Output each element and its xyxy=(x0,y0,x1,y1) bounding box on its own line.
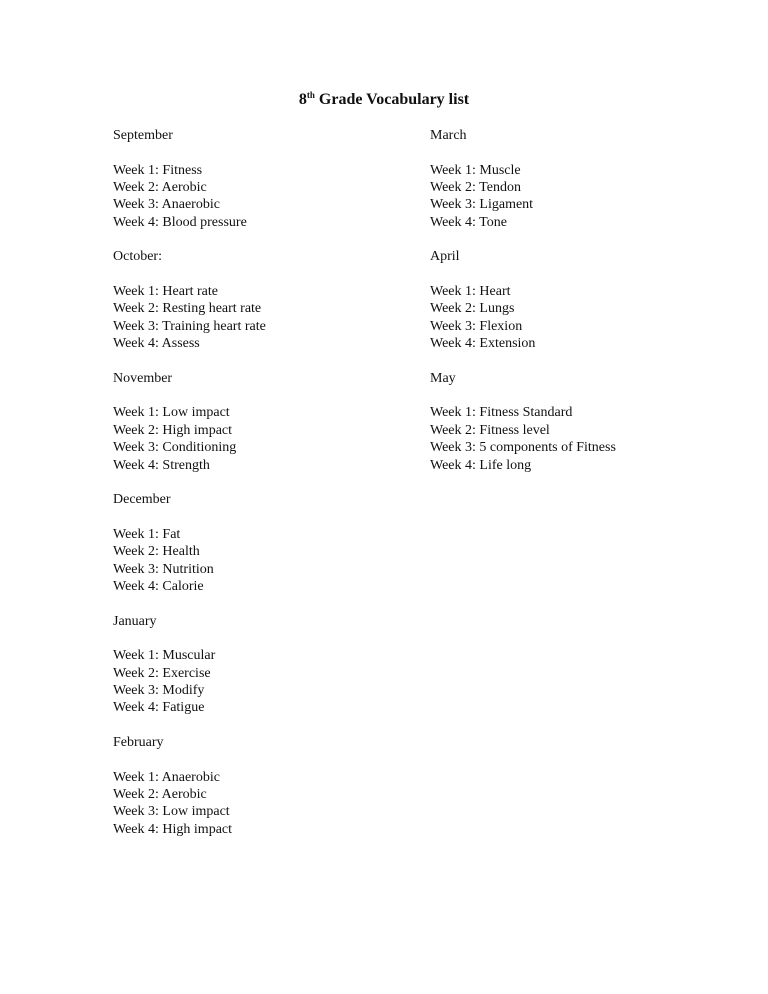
week-item: Week 4: Life long xyxy=(430,457,532,473)
week-item: Week 3: Low impact xyxy=(113,804,230,820)
week-item: Week 4: Extension xyxy=(430,336,536,352)
week-item: Week 2: High impact xyxy=(113,422,233,438)
month-heading: January xyxy=(113,613,157,629)
week-item: Week 3: Nutrition xyxy=(113,561,214,577)
week-item: Week 4: Strength xyxy=(113,457,210,473)
month-block xyxy=(113,734,266,855)
week-item: Week 1: Anaerobic xyxy=(113,769,220,785)
week-item: Week 3: Training heart rate xyxy=(113,318,266,334)
week-item: Week 3: Ligament xyxy=(430,197,534,213)
week-item: Week 4: Calorie xyxy=(113,578,204,594)
month-block xyxy=(430,248,616,369)
month-block xyxy=(113,491,266,612)
week-item: Week 2: Resting heart rate xyxy=(113,301,262,317)
week-item: Week 3: Flexion xyxy=(430,318,523,334)
week-item: Week 1: Low impact xyxy=(113,405,230,421)
week-item: Week 2: Tendon xyxy=(430,180,521,195)
week-item: Week 2: Exercise xyxy=(113,665,211,681)
right-column xyxy=(430,127,616,491)
title-superscript: th xyxy=(306,90,315,100)
week-item: Week 2: Aerobic xyxy=(113,180,207,195)
week-item: Week 1: Muscular xyxy=(113,648,216,664)
left-column xyxy=(113,127,266,855)
month-heading: September xyxy=(113,128,173,143)
week-item: Week 1: Muscle xyxy=(430,162,521,178)
week-item: Week 1: Heart rate xyxy=(113,283,218,299)
month-heading: October: xyxy=(113,249,162,265)
month-block xyxy=(113,370,266,491)
week-item: Week 3: Anaerobic xyxy=(113,197,220,213)
week-item: Week 3: Modify xyxy=(113,682,205,698)
week-item: Week 4: Blood pressure xyxy=(113,214,247,230)
week-item: Week 1: Fat xyxy=(113,526,181,542)
page-title xyxy=(0,89,768,111)
title-prefix: 8 xyxy=(298,91,307,108)
month-heading: December xyxy=(113,492,171,508)
title-rest: Grade Vocabulary list xyxy=(314,91,470,108)
week-item: Week 2: Lungs xyxy=(430,301,515,317)
week-item: Week 2: Fitness level xyxy=(430,422,550,438)
week-item: Week 1: Fitness Standard xyxy=(430,405,573,421)
month-block xyxy=(113,127,266,248)
week-item: Week 3: 5 components of Fitness xyxy=(430,440,616,456)
month-block xyxy=(113,248,266,369)
week-item: Week 4: Assess xyxy=(113,336,200,352)
week-item: Week 1: Fitness xyxy=(113,162,203,178)
month-heading: April xyxy=(430,249,460,265)
month-block xyxy=(430,127,616,248)
week-item: Week 4: Fatigue xyxy=(113,700,205,716)
month-block xyxy=(113,613,266,734)
week-item: Week 4: High impact xyxy=(113,821,233,837)
month-heading: March xyxy=(430,128,467,143)
month-heading: November xyxy=(113,370,173,386)
week-item: Week 2: Health xyxy=(113,544,200,560)
week-item: Week 2: Aerobic xyxy=(113,786,207,802)
month-block xyxy=(430,370,616,491)
week-item: Week 1: Heart xyxy=(430,283,511,299)
month-heading: May xyxy=(430,370,456,386)
month-heading: February xyxy=(113,734,164,750)
week-item: Week 3: Conditioning xyxy=(113,440,237,456)
week-item: Week 4: Tone xyxy=(430,214,507,230)
